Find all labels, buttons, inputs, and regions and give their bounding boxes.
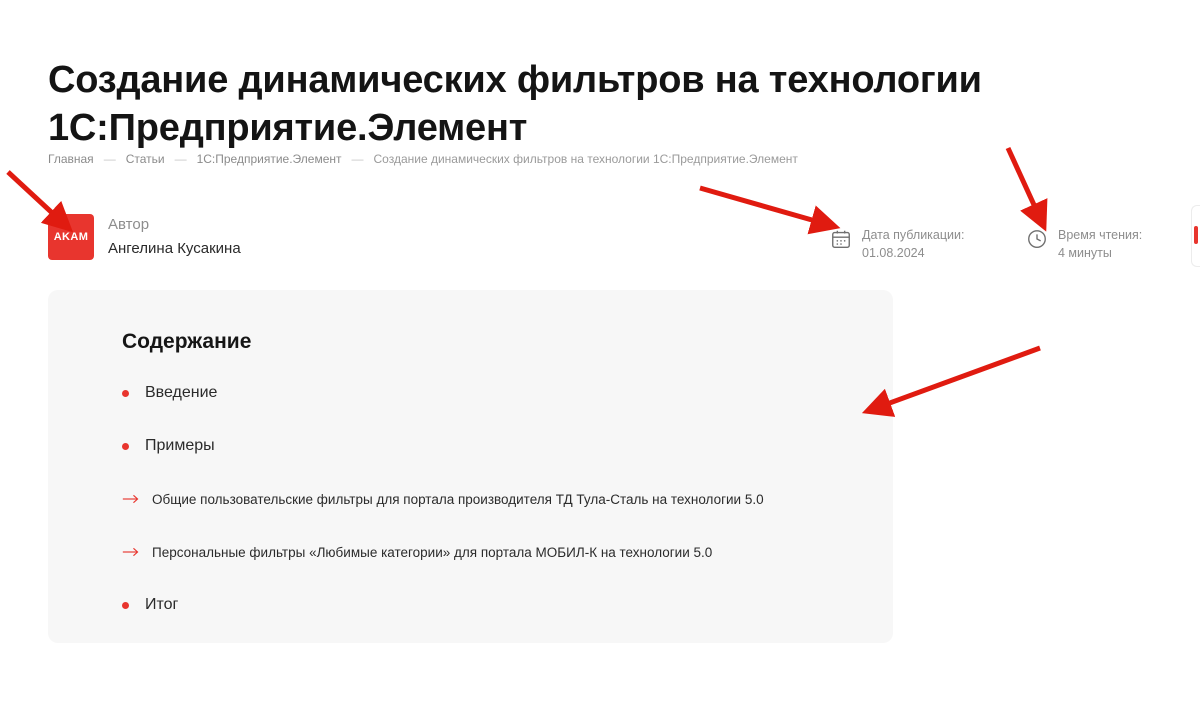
list-item[interactable]	[122, 592, 862, 618]
reading-time-label: Время чтения:	[1058, 228, 1143, 242]
page-title: Создание динамических фильтров на технологии 1С:Предприятие.Элемент	[48, 59, 982, 149]
toc-link-mobil-k[interactable]: Персональные фильтры «Любимые категории» для портала МОБИЛ-К на технологии 5.0	[152, 544, 713, 560]
author-text	[108, 210, 241, 261]
breadcrumb-item-element[interactable]: 1С:Предприятие.Элемент	[196, 152, 342, 166]
arrow-right-icon	[122, 493, 140, 505]
toc-link-intro[interactable]: Введение	[145, 384, 218, 401]
reading-time-value: 4 минуты	[1058, 246, 1112, 261]
breadcrumb-item-current: Создание динамических фильтров на технологии 1С:Предприятие.Элемент	[373, 152, 798, 166]
breadcrumb-item-home[interactable]: Главная	[48, 152, 94, 166]
breadcrumb-separator: —	[351, 152, 364, 166]
clock-icon	[1026, 228, 1048, 250]
toc-link-examples[interactable]: Примеры	[145, 437, 215, 454]
side-card-edge	[1191, 205, 1200, 267]
list-item[interactable]	[122, 486, 862, 512]
publication-date-block	[830, 226, 964, 262]
breadcrumb-item-articles[interactable]: Статьи	[125, 152, 165, 166]
reading-time-text	[1058, 226, 1142, 262]
table-of-contents-list	[122, 380, 862, 618]
reading-time-block	[1026, 226, 1142, 262]
author-label: Автор	[108, 216, 150, 233]
breadcrumb-separator: —	[103, 152, 116, 166]
toc-link-conclusion[interactable]: Итог	[145, 596, 179, 613]
author-block	[48, 210, 241, 261]
bullet-dot-icon	[122, 390, 129, 397]
company-logo-text: AKAM	[53, 231, 89, 243]
table-of-contents-card	[48, 290, 893, 643]
breadcrumb-separator: —	[174, 152, 187, 166]
company-logo	[48, 214, 94, 260]
list-item[interactable]	[122, 539, 862, 565]
breadcrumb	[48, 152, 798, 166]
article-meta-row	[48, 210, 1188, 268]
publication-date-label: Дата публикации:	[862, 228, 965, 242]
arrow-right-icon	[122, 546, 140, 558]
author-name: Ангелина Кусакина	[108, 240, 241, 257]
toc-link-tula-steel[interactable]: Общие пользовательские фильтры для портала производителя ТД Тула-Сталь на технологии 5.0	[152, 491, 764, 507]
calendar-icon	[830, 228, 852, 250]
table-of-contents-heading: Содержание	[122, 330, 252, 353]
publication-date-text	[862, 226, 964, 262]
bullet-dot-icon	[122, 443, 129, 450]
bullet-dot-icon	[122, 602, 129, 609]
publication-date-value: 01.08.2024	[862, 246, 925, 261]
list-item[interactable]	[122, 433, 862, 459]
list-item[interactable]	[122, 380, 862, 406]
